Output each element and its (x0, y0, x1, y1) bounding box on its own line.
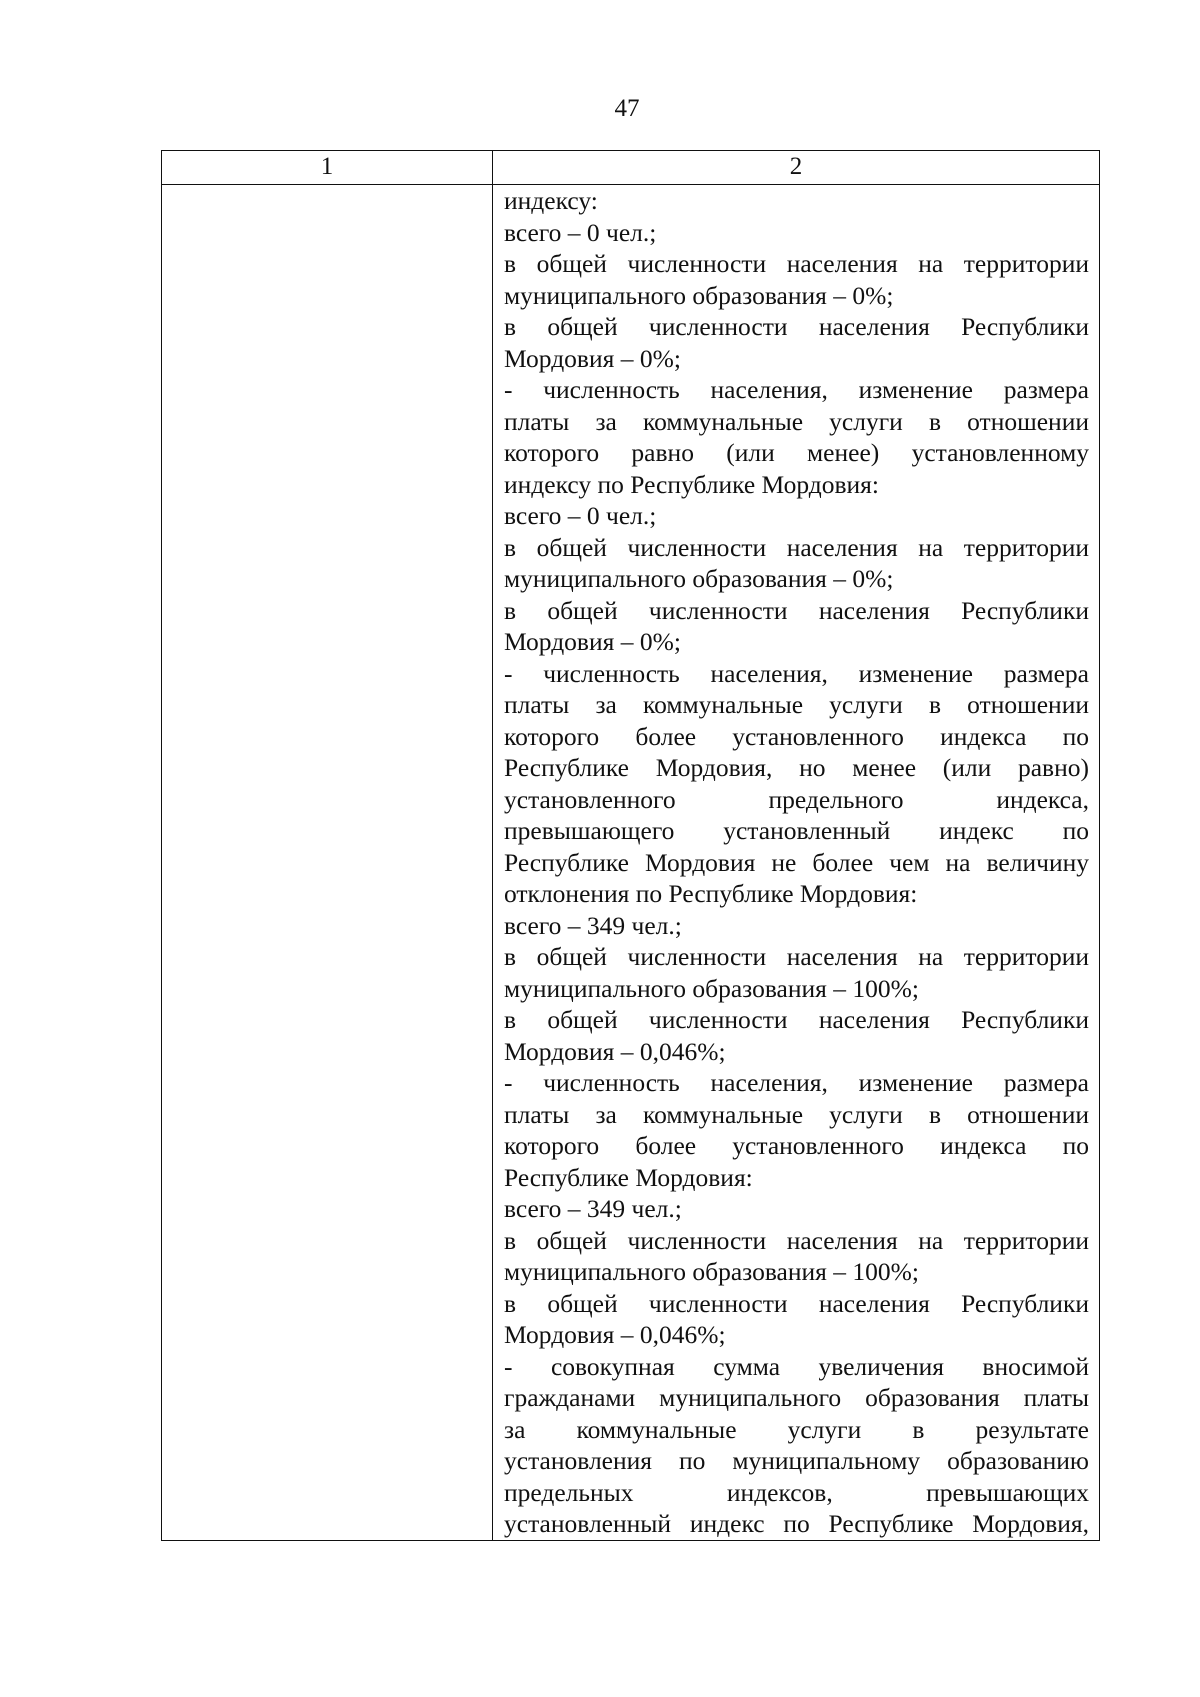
text-line: муниципального образования – 0%; (504, 564, 894, 593)
text-line: Республике Мордовия: (504, 1162, 753, 1192)
text-line: в общей численности населения Республики (504, 1005, 1089, 1034)
text-line: предельных индексов, превышающих (504, 1477, 1089, 1507)
text-line: в общей численности населения Республики (504, 1288, 1089, 1318)
column-2-header: 2 (493, 151, 1100, 185)
text-line: всего – 0 чел.; (504, 217, 657, 247)
text-line: в общей численности населения Республики (504, 595, 1089, 625)
text-line: Мордовия – 0,046%; (504, 1036, 726, 1066)
text-line: - численность населения, изменение размера (504, 1068, 1089, 1097)
text-line: в общей численности населения Республики (504, 312, 1089, 341)
text-line: превышающего установленный индекс по (504, 816, 1089, 845)
page-number: 47 (614, 95, 640, 122)
text-line: в общей численности населения на территории (504, 1225, 1089, 1255)
document-table (161, 150, 1100, 1541)
text-line: Мордовия – 0%; (504, 343, 681, 373)
cell-body-text (493, 185, 1099, 1540)
text-line: за коммунальные услуги в результате (504, 1414, 1089, 1444)
table-header-row (162, 151, 1100, 185)
text-line: Мордовия – 0,046%; (504, 1320, 726, 1349)
text-line: Мордовия – 0%; (504, 627, 681, 656)
text-line: в общей численности населения на территории (504, 942, 1089, 971)
text-line: установленного предельного индекса, (504, 784, 1089, 814)
text-line: которого более установленного индекса по (504, 721, 1089, 751)
text-line: которого равно (или менее) установленному (504, 438, 1089, 467)
text-line: муниципального образования – 100%; (504, 973, 919, 1003)
text-line: Республике Мордовия, но менее (или равно) (504, 753, 1089, 782)
text-line: установления по муниципальному образованию (504, 1446, 1089, 1475)
text-line: отклонения по Республике Мордовия: (504, 879, 918, 908)
text-line: Республике Мордовия не более чем на величину (504, 847, 1089, 877)
text-line: муниципального образования – 100%; (504, 1257, 919, 1286)
column-2-cell (493, 185, 1100, 1541)
text-line: гражданами муниципального образования платы (504, 1383, 1089, 1412)
text-line: всего – 0 чел.; (504, 501, 657, 530)
text-line: платы за коммунальные услуги в отношении (504, 690, 1089, 719)
text-line: установленный индекс по Республике Мордовия, (504, 1509, 1089, 1538)
text-line: - численность населения, изменение размера (504, 375, 1089, 404)
text-line: индексу по Республике Мордовия: (504, 469, 879, 499)
text-line: которого более установленного индекса по (504, 1131, 1089, 1160)
text-line: в общей численности населения на территории (504, 249, 1089, 278)
column-1-header: 1 (162, 151, 493, 185)
text-line: всего – 349 чел.; (504, 910, 682, 940)
text-line: в общей численности населения на территории (504, 532, 1089, 562)
text-line: всего – 349 чел.; (504, 1194, 682, 1223)
text-line: индексу: (504, 186, 598, 215)
text-line: - численность населения, изменение размера (504, 658, 1089, 688)
text-line: платы за коммунальные услуги в отношении (504, 406, 1089, 436)
text-line: муниципального образования – 0%; (504, 280, 894, 310)
text-line: платы за коммунальные услуги в отношении (504, 1099, 1089, 1129)
table-row (162, 185, 1100, 1541)
text-line: - совокупная сумма увеличения вносимой (504, 1351, 1089, 1381)
column-1-cell (162, 185, 493, 1541)
